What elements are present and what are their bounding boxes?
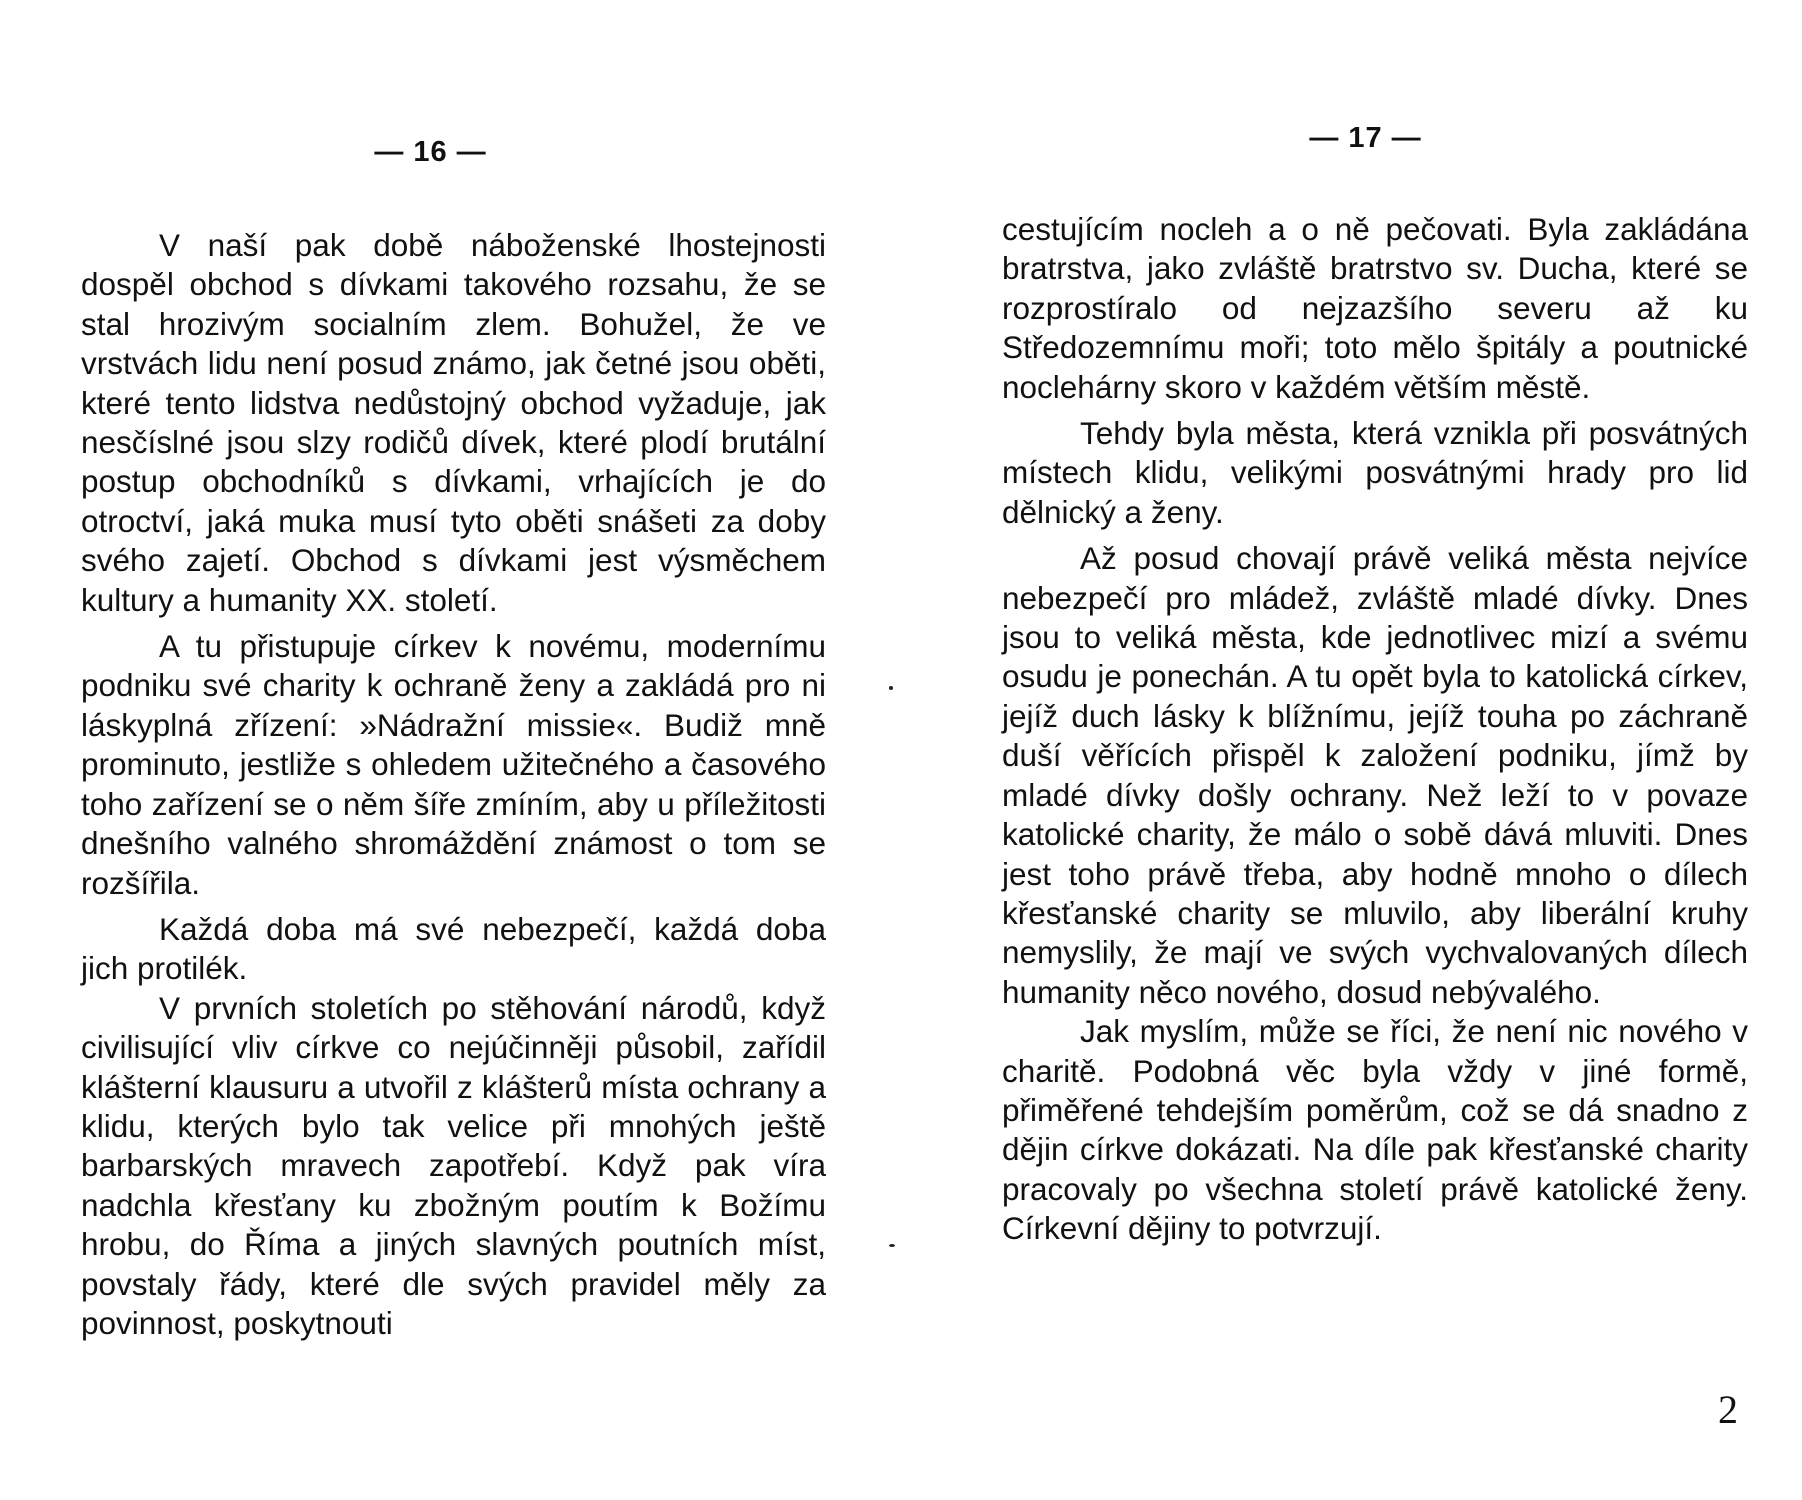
right-paragraph-2: Tehdy byla města, která vznikla při posvátných místech klidu, velikými posvátnými hrady pro lid dělnický a ženy. bbox=[1002, 415, 1748, 530]
left-page-text bbox=[81, 226, 826, 1343]
print-speck bbox=[889, 686, 893, 690]
left-paragraph-4: V prvních stoletích po stěhování národů, když civilisující vliv církve co nejúčinněji působil, zařídil klášterní klausuru a utvořil z klášterů místa ochrany a klidu, kterých bylo tak velice při mnohých ještě barbarských mravech zapotřebí. Když pak víra nadchla křesťany ku zbožným poutím k Božímu hrobu, do Říma a jiných slavných poutních míst, povstaly řády, které dle svých pravidel měly za povinnost, poskytnouti bbox=[81, 989, 826, 1341]
page-number-17: — 17 — bbox=[1309, 122, 1422, 154]
right-paragraph-4: Jak myslím, může se říci, že není nic nového v charitě. Podobná věc byla vždy v jiné formě, přiměřené tehdejším poměrům, což se dá snadno z dějin církve dokázati. Na díle pak křesťanské charity pracovaly po všechna století právě katolické ženy. Církevní dějiny to potvrzují. bbox=[1002, 1013, 1748, 1247]
right-page-text bbox=[1002, 210, 1748, 1249]
right-paragraph-1: cestujícím nocleh a o ně pečovati. Byla zakládána bratrstva, jako zvláště bratrstvo sv. Ducha, které se rozprostíralo od nejzazšího severu až ku Středozemnímu moři; toto mělo špitály a poutnické noclehárny skoro v každém větším městě. bbox=[1002, 211, 1748, 405]
left-paragraph-1: V naší pak době náboženské lhostejnosti dospěl obchod s dívkami takového rozsahu, že se stal hrozivým socialním zlem. Bohužel, že ve vrstvách lidu není posud známo, jak četné jsou oběti, které tento lidstva nedůstojný obchod vyžaduje, jak nesčíslné jsou slzy rodičů dívek, které plodí brutální postup obchodníků s dívkami, vrhajících je do otroctví, jaká muka musí tyto oběti snášeti za doby svého zajetí. Obchod s dívkami jest výsměchem kultury a humanity XX. století. bbox=[81, 227, 826, 618]
left-paragraph-3: Každá doba má své nebezpečí, každá doba jich protilék. bbox=[81, 910, 826, 987]
right-paragraph-3: Až posud chovají právě veliká města nejvíce nebezpečí pro mládež, zvláště mladé dívky. Dnes jsou to veliká města, kde jednotlivec mizí a svému osudu je ponechán. A tu opět byla to katolická církev, jejíž duch lásky k blížnímu, jejíž touha po záchraně duší věřících přispěl k založení podniku, jímž by mladé dívky došly ochrany. Než leží to v povaze katolické charity, že málo o sobě dává mluviti. Dnes jest toho právě třeba, aby hodně mnoho o dílech křesťanské charity se mluvilo, aby liberální kruhy nemyslily, že mají ve svých vychvalovaných dílech humanity něco nového, dosud nebývalého. bbox=[1002, 540, 1748, 1010]
right-page bbox=[901, 0, 1802, 1500]
page-number-16: — 16 — bbox=[374, 136, 487, 168]
left-paragraph-2: A tu přistupuje církev k novému, modernímu podniku své charity k ochraně ženy a zakládá pro ni láskyplná zřízení: »Nádražní missie«. Budiž mně prominuto, jestliže s ohledem užitečného a časového toho zařízení se o něm šíře zmíním, aby u příležitosti dnešního valného shromáždění známost o tom se rozšířila. bbox=[81, 628, 826, 901]
print-speck bbox=[889, 1244, 895, 1247]
signature-mark: 2 bbox=[1718, 1387, 1738, 1432]
